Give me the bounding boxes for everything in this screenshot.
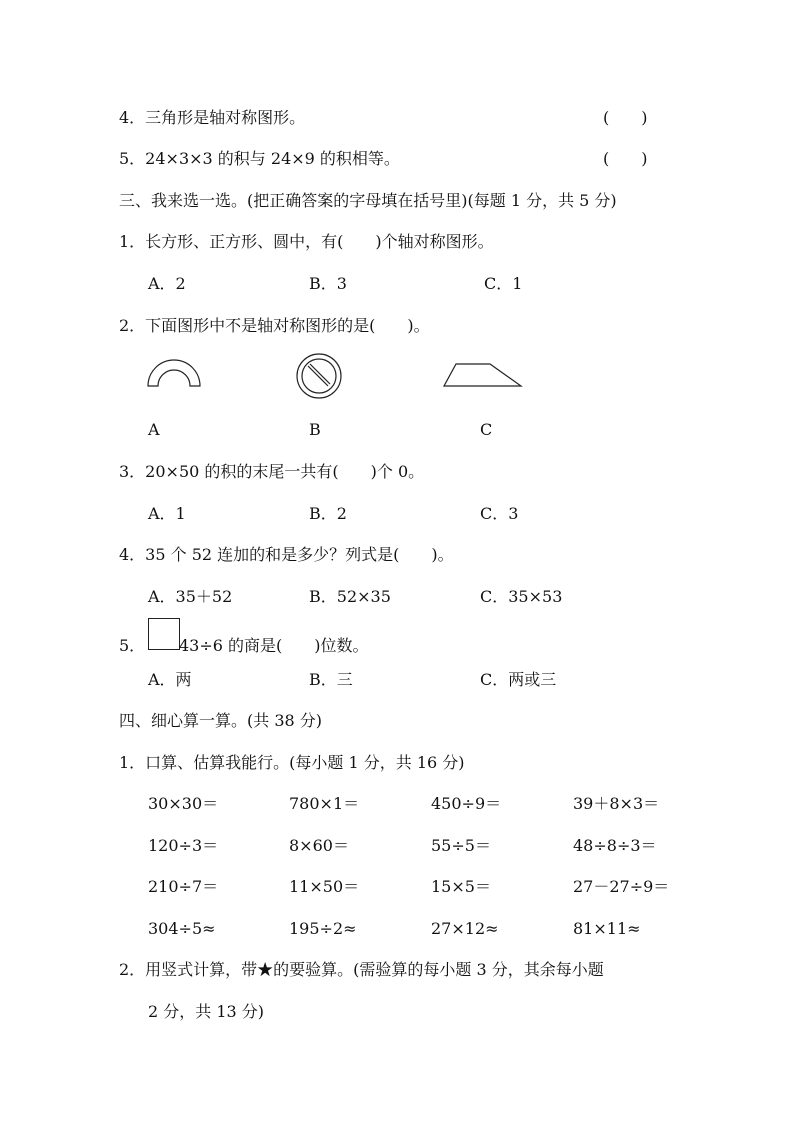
s3-q2-stem: 2．下面图形中不是轴对称图形的是( )。 [119,316,430,335]
mental-math-problem: 11×50＝ [289,877,360,896]
s3-q2-label-c[interactable]: C [480,420,493,439]
tf-answer-blank-4[interactable]: ( ) [603,108,648,127]
s3-q1-option-c[interactable]: C．1 [484,274,523,293]
s3-q4-option-c[interactable]: C．35×53 [480,587,563,606]
s3-q3-option-c[interactable]: C．3 [480,504,519,523]
s3-q2-label-a[interactable]: A [148,420,160,439]
trapezoid-figure [442,362,524,388]
s3-q4-option-b[interactable]: B．52×35 [309,587,391,606]
tf-answer-blank-5[interactable]: ( ) [603,149,648,168]
mental-math-problem: 27－27÷9＝ [573,877,670,896]
s3-q3-option-b[interactable]: B．2 [309,504,347,523]
prohibition-sign-figure [295,352,343,400]
mental-math-problem: 15×5＝ [431,877,491,896]
mental-math-problem: 450÷9＝ [431,794,502,813]
s3-q4-stem: 4．35 个 52 连加的和是多少？列式是( )。 [119,545,454,564]
estimation-problem: 195÷2≈ [289,919,357,938]
s4-q2-stem-line-2: 2 分，共 13 分) [148,1002,265,1021]
mental-math-problem: 780×1＝ [289,794,360,813]
s3-q1-option-b[interactable]: B．3 [309,274,347,293]
arch-shape-figure [146,358,202,388]
s3-q3-stem: 3．20×50 的积的末尾一共有( )个 0。 [119,462,425,481]
section-3-title: 三、我来选一选。(把正确答案的字母填在括号里)(每题 1 分，共 5 分) [119,191,617,210]
estimation-problem: 81×11≈ [573,919,641,938]
mental-math-problem: 48÷8÷3＝ [573,836,657,855]
mental-math-problem: 210÷7＝ [148,877,219,896]
estimation-problem: 304÷5≈ [148,919,216,938]
section-4-title: 四、细心算一算。(共 38 分) [119,711,323,730]
s3-q5-option-a[interactable]: A．两 [148,670,192,689]
missing-digit-box[interactable] [148,618,180,650]
mental-math-problem: 30×30＝ [148,794,219,813]
mental-math-problem: 39＋8×3＝ [573,794,660,813]
s3-q1-option-a[interactable]: A．2 [148,274,186,293]
s3-q5-option-c[interactable]: C．两或三 [480,670,557,689]
tf-item-4: 4．三角形是轴对称图形。 [119,108,306,127]
s3-q2-label-b[interactable]: B [309,420,321,439]
s4-q1-stem: 1．口算、估算我能行。(每小题 1 分，共 16 分) [119,753,465,772]
s3-q5-option-b[interactable]: B．三 [309,670,353,689]
s3-q5-stem: 43÷6 的商是( )位数。 [179,636,369,655]
s3-q5-number: 5． [119,636,146,655]
mental-math-problem: 120÷3＝ [148,836,219,855]
s4-q2-stem-line-1: 2．用竖式计算，带★的要验算。(需验算的每小题 3 分，其余每小题 [119,960,604,979]
estimation-problem: 27×12≈ [431,919,499,938]
s3-q1-stem: 1．长方形、正方形、圆中，有( )个轴对称图形。 [119,232,494,251]
mental-math-problem: 55÷5＝ [431,836,491,855]
mental-math-problem: 8×60＝ [289,836,349,855]
tf-item-5: 5．24×3×3 的积与 24×9 的积相等。 [119,149,400,168]
s3-q3-option-a[interactable]: A．1 [148,504,186,523]
s3-q4-option-a[interactable]: A．35＋52 [148,587,233,606]
